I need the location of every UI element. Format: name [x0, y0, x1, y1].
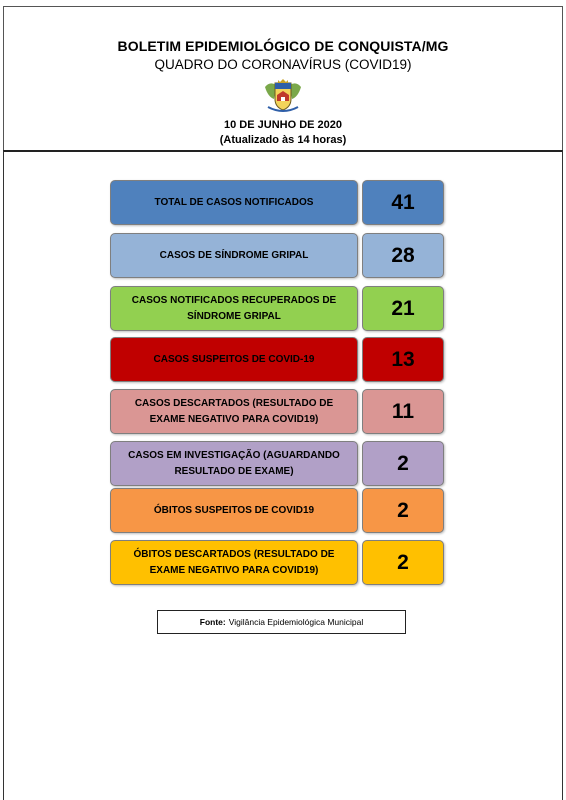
stat-label: CASOS NOTIFICADOS RECUPERADOS DE SÍNDROME GRIPAL [110, 286, 358, 331]
source-text: Vigilância Epidemiológica Municipal [228, 617, 364, 627]
bulletin-date: 10 DE JUNHO DE 2020 [224, 119, 342, 131]
stat-row-suspected-covid [110, 337, 444, 382]
bulletin-title: BOLETIM EPIDEMIOLÓGICO DE CONQUISTA/MG [117, 38, 449, 54]
stat-value: 41 [362, 180, 444, 225]
stat-label: CASOS EM INVESTIGAÇÃO (AGUARDANDO RESULTADO DE EXAME) [110, 441, 358, 486]
stat-label: ÓBITOS DESCARTADOS (RESULTADO DE EXAME NEGATIVO PARA COVID19) [110, 540, 358, 585]
stat-label: CASOS SUSPEITOS DE COVID-19 [110, 337, 358, 382]
stat-row-discarded [110, 389, 444, 434]
stat-value: 2 [362, 488, 444, 533]
stat-label: CASOS DE SÍNDROME GRIPAL [110, 233, 358, 278]
stat-value: 11 [362, 389, 444, 434]
coat-of-arms-icon [262, 79, 304, 113]
stat-value: 13 [362, 337, 444, 382]
stat-row-under-investigation [110, 441, 444, 486]
stat-row-recovered [110, 286, 444, 331]
stat-value: 2 [362, 540, 444, 585]
stat-label: TOTAL DE CASOS NOTIFICADOS [110, 180, 358, 225]
stat-label: ÓBITOS SUSPEITOS DE COVID19 [110, 488, 358, 533]
update-time: (Atualizado às 14 horas) [219, 134, 347, 146]
stat-row-suspected-deaths [110, 488, 444, 533]
stat-value: 28 [362, 233, 444, 278]
source-box [157, 610, 406, 634]
stat-row-flu-syndrome [110, 233, 444, 278]
stat-row-discarded-deaths [110, 540, 444, 585]
stat-value: 21 [362, 286, 444, 331]
bulletin-subtitle: QUADRO DO CORONAVÍRUS (COVID19) [154, 57, 412, 72]
stat-row-total-notified [110, 180, 444, 225]
source-label: Fonte: [199, 617, 226, 627]
stat-label: CASOS DESCARTADOS (RESULTADO DE EXAME NEGATIVO PARA COVID19) [110, 389, 358, 434]
stat-value: 2 [362, 441, 444, 486]
